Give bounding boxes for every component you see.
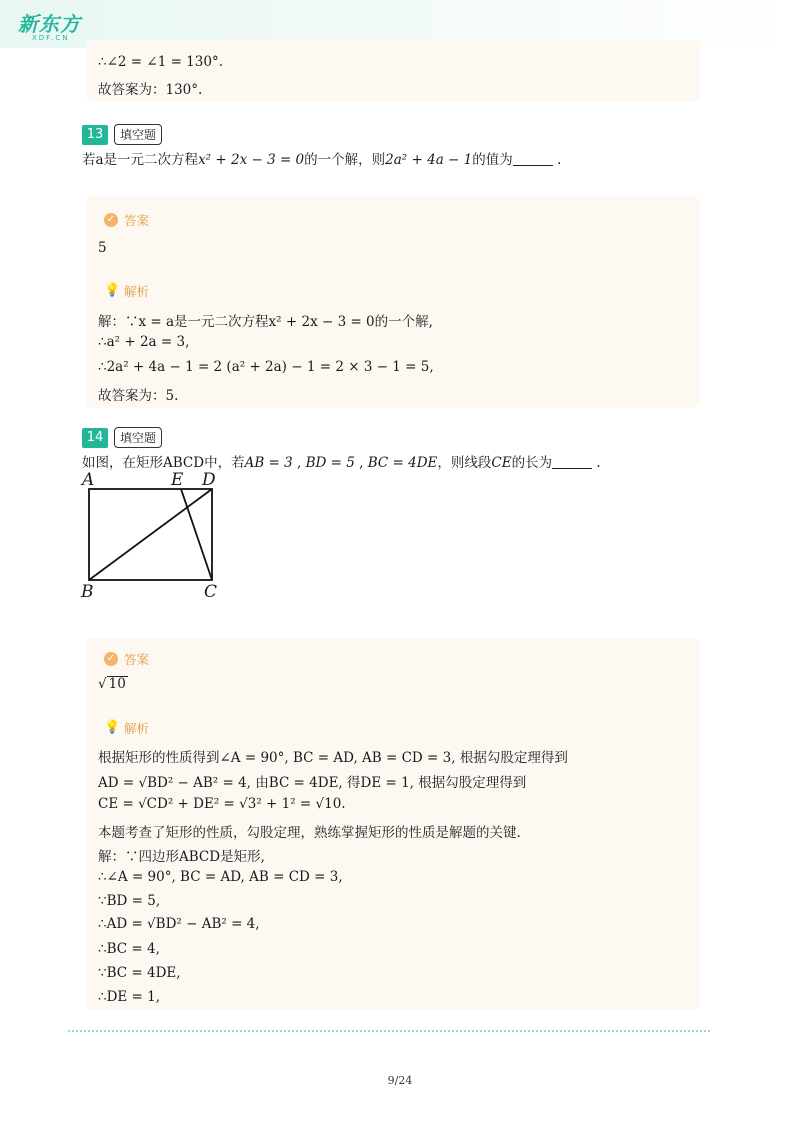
check-badge-icon: ✓ bbox=[104, 652, 118, 666]
q13-header bbox=[82, 124, 162, 145]
logo-subtext: XDF.CN bbox=[32, 34, 70, 42]
label-a: A bbox=[82, 470, 95, 490]
q14-stem-bd: BD = 5 bbox=[305, 455, 355, 471]
q14-answer-label-text: 答案 bbox=[124, 652, 150, 667]
q14-analysis-line: AD = √BD² − AB² = 4, 由BC = 4DE, 得DE = 1, 根据勾股定理得到 bbox=[98, 775, 527, 791]
segment-ce bbox=[181, 489, 212, 580]
lightbulb-icon: 💡 bbox=[104, 720, 121, 735]
logo-text: 新东方 bbox=[18, 12, 81, 36]
q14-type-tag: 填空题 bbox=[114, 427, 162, 448]
q14-stem-ab: AB = 3 bbox=[244, 455, 293, 471]
q14-answer bbox=[98, 676, 128, 692]
q13-stem-text-c: 的值为 bbox=[472, 152, 513, 168]
q14-stem: 如图，在矩形ABCD中，若AB = 3 , BD = 5 , BC = 4DE，则线段CE的长为 . bbox=[82, 455, 601, 471]
q14-stem-text-a: 如图，在矩形ABCD中，若 bbox=[82, 455, 245, 471]
q14-analysis-line: ∴∠A = 90°, BC = AD, AB = CD = 3, bbox=[98, 869, 343, 885]
label-b: B bbox=[81, 582, 94, 602]
label-e: E bbox=[171, 470, 184, 490]
q13-stem-end: . bbox=[557, 152, 562, 168]
q13-analysis-label bbox=[104, 282, 149, 300]
check-badge-icon: ✓ bbox=[104, 213, 118, 227]
q13-type-tag: 填空题 bbox=[114, 124, 162, 145]
q14-number-badge: 14 bbox=[82, 428, 108, 448]
q14-stem-text-c: 的长为 bbox=[511, 455, 553, 471]
brand-logo bbox=[18, 8, 81, 42]
q13-number-badge: 13 bbox=[82, 125, 108, 145]
q14-stem-end: . bbox=[596, 455, 601, 471]
q14-analysis-line: 解：∵四边形ABCD是矩形, bbox=[98, 849, 265, 865]
q14-analysis-label-text: 解析 bbox=[124, 721, 150, 736]
q14-stem-text-b: ，则线段 bbox=[437, 455, 492, 471]
q14-analysis-line: 本题考查了矩形的性质，勾股定理，熟练掌握矩形的性质是解题的关键. bbox=[98, 825, 521, 841]
q13-answer-label bbox=[104, 211, 149, 229]
q13-stem-expression: 2a² + 4a − 1 bbox=[385, 152, 473, 168]
q14-analysis-line: ∴DE = 1, bbox=[98, 989, 161, 1005]
q13-stem-text-b: 的一个解，则 bbox=[304, 152, 386, 168]
q13-analysis-line: 故答案为：5. bbox=[98, 388, 179, 404]
q14-answer-label bbox=[104, 650, 149, 668]
label-c: C bbox=[204, 582, 218, 602]
q13-stem-equation: x² + 2x − 3 = 0 bbox=[198, 152, 305, 168]
label-d: D bbox=[202, 470, 216, 490]
page-number: 9/24 bbox=[387, 1074, 413, 1087]
q14-header bbox=[82, 427, 162, 448]
q13-analysis-line: ∴a² + 2a = 3, bbox=[98, 334, 190, 350]
q14-analysis-label bbox=[104, 719, 149, 737]
q13-answer: 5 bbox=[98, 240, 107, 256]
q14-analysis-line: CE = √CD² + DE² = √3² + 1² = √10. bbox=[98, 796, 346, 812]
q13-analysis-line: 解：∵x = a是一元二次方程x² + 2x − 3 = 0的一个解, bbox=[98, 314, 433, 330]
q13-answer-label-text: 答案 bbox=[124, 213, 150, 228]
prev-line-1: ∴∠2 = ∠1 = 130°. bbox=[98, 54, 223, 70]
q13-answer-blank bbox=[513, 153, 553, 166]
footer-divider bbox=[68, 1030, 710, 1032]
q14-analysis-line: ∵BC = 4DE, bbox=[98, 965, 181, 981]
q13-solution-card bbox=[86, 196, 700, 408]
sqrt-sign: √ bbox=[98, 676, 107, 692]
q13-stem-text-a: 若a是一元二次方程 bbox=[82, 152, 199, 168]
q14-analysis-line: ∴BC = 4, bbox=[98, 941, 160, 957]
q14-analysis-line: ∵BD = 5, bbox=[98, 893, 161, 909]
q13-analysis-line: ∴2a² + 4a − 1 = 2 (a² + 2a) − 1 = 2 × 3 − 1 = 5, bbox=[98, 359, 434, 375]
q14-analysis-line: 根据矩形的性质得到∠A = 90°, BC = AD, AB = CD = 3, 根据勾股定理得到 bbox=[98, 750, 568, 766]
lightbulb-icon: 💡 bbox=[104, 283, 121, 298]
prev-line-2: 故答案为：130°. bbox=[98, 82, 203, 98]
q14-stem-ce: CE bbox=[491, 455, 512, 471]
q14-stem-bc: BC = 4DE bbox=[367, 455, 438, 471]
diagonal-bd bbox=[89, 489, 212, 580]
q13-stem bbox=[82, 148, 561, 168]
q14-answer-radicand: 10 bbox=[108, 676, 126, 692]
q14-answer-blank bbox=[552, 456, 592, 469]
q14-analysis-line: ∴AD = √BD² − AB² = 4, bbox=[98, 916, 260, 932]
rectangle-figure bbox=[78, 470, 228, 605]
q13-analysis-label-text: 解析 bbox=[124, 284, 150, 299]
